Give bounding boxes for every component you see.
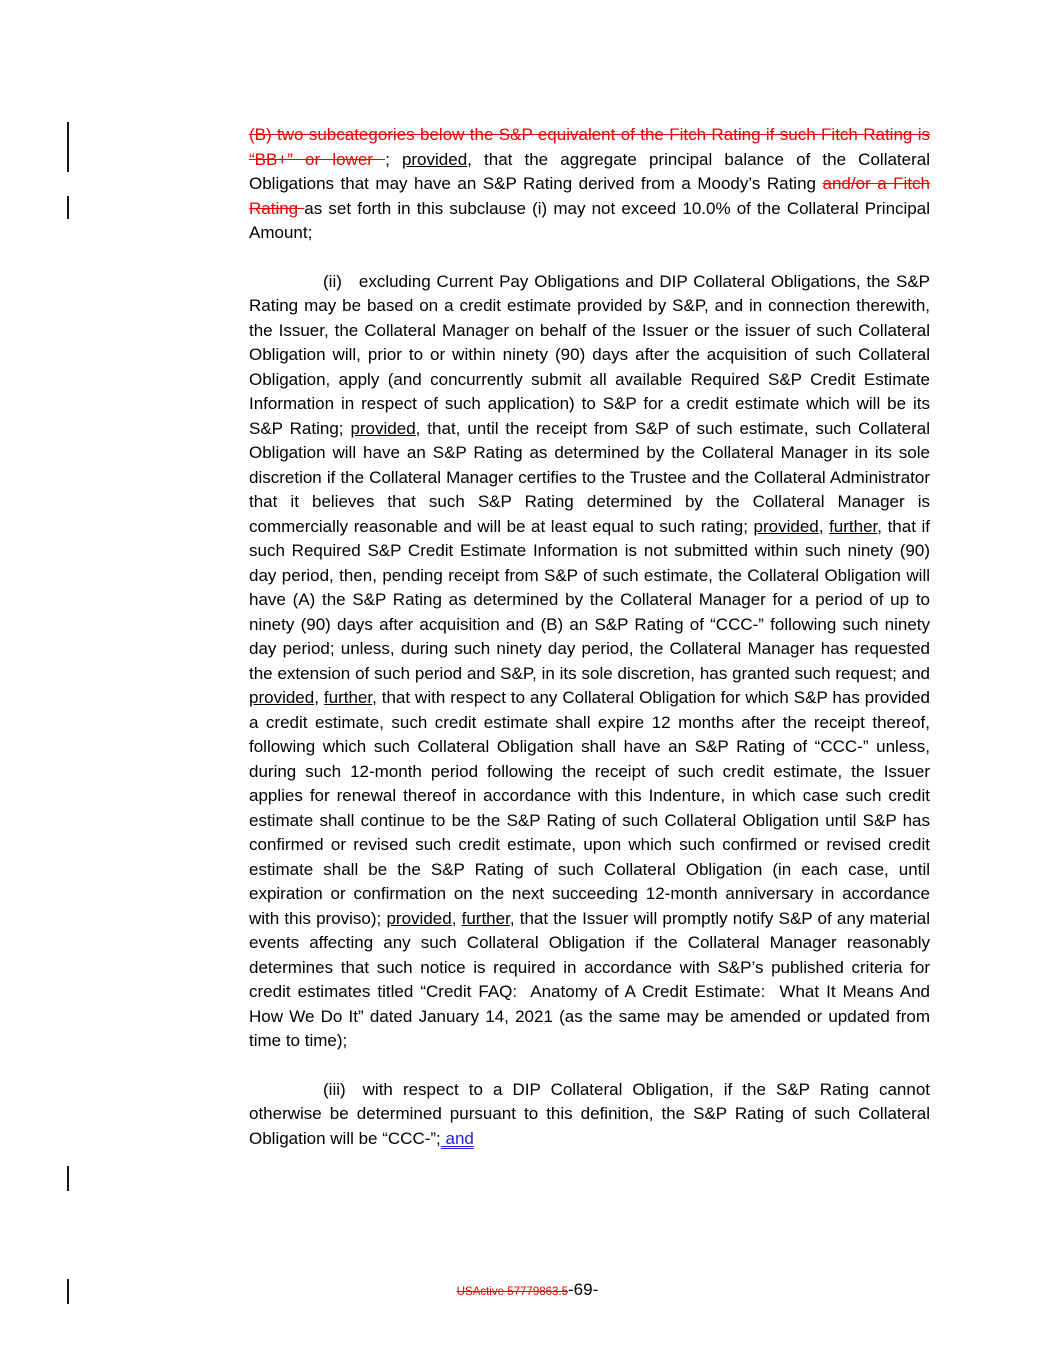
revision-change-bar [67,1166,69,1191]
text-segment-underline: provided [350,418,416,438]
footer-doc-id-deleted: USActive 57779863.5 [456,1286,568,1298]
text-segment-normal: (iii) with respect to a DIP Collateral Obligation, if the S&P Rating cannot otherwise be determined pursuant to this definition, the S&P Rating of such Collateral Obligation will be “CCC-”; [249,1079,930,1148]
text-segment-underline: provided [401,149,468,169]
page-footer [0,1280,1055,1300]
text-segment-normal: , that the aggregate principal balance of the Collateral Obligations that may have an S&P Rating derived from a Moody’s Rating [249,149,930,193]
text-segment-normal: , that if such Required S&P Credit Estimate Information is not submitted within such ninety (90) day period, then, pending receipt from S&P of such estimate, the Collateral Obligation will have (A) the S&P Rating as determined by the Collateral Manager for a period of up to ninety (90) days after acquisition and (B) an S&P Rating of “CCC-” following such ninety day period; unless, during such ninety day period, the Collateral Manager has requested the extension of such period and S&P, in its sole discretion, has granted such request; and [249,516,930,683]
text-segment-normal: as set forth in this subclause (i) may not exceed 10.0% of the Collateral Principal Amount; [249,198,930,242]
text-segment-normal: ; [385,149,402,169]
text-segment-inserted: and [440,1128,474,1148]
text-segment-underline: provided [249,688,315,707]
paragraph-clause-iii [249,1078,930,1152]
paragraph-clause-b [249,123,930,246]
text-segment-underline: provided [386,908,452,928]
text-segment-normal: , that the Issuer will promptly notify S&P of any material events affecting any such Collateral Obligation if the Collateral Manager reasonably determines that such notice is required in accordance with S&P’s published criteria for credit estimates titled “Credit FAQ: Anatomy of A Credit Estimate: What It Means And How We Do It” dated January 14, 2021 (as the same may be amended or updated from time to time); [249,908,930,1050]
text-segment-normal: , [314,688,324,707]
document-body [249,123,930,1175]
text-segment-underline: provided [753,516,819,536]
text-segment-underline: further [461,908,510,928]
text-segment-deleted: and/or a Fitch Rating [249,174,930,218]
text-segment-normal: , [451,908,462,928]
text-segment-normal: , [818,516,830,536]
text-segment-normal: , that, until the receipt from S&P of such estimate, such Collateral Obligation will have an S&P Rating as determined by the Collateral Manager in its sole discretion if the Collateral Manager certifies to the Trustee and the Collateral Administrator that it believes that such S&P Rating determined by the Collateral Manager is commercially reasonable and will be at least equal to such rating; [249,418,930,536]
text-segment-underline: further [829,516,878,536]
paragraph-clause-ii [249,270,930,1054]
text-segment-underline: further [323,688,373,707]
text-segment-normal: , that with respect to any Collateral Obligation for which S&P has provided a credit estimate, such credit estimate shall expire 12 months after the receipt thereof, following which such Collateral Obligation shall have an S&P Rating of “CCC-” unless, during such 12-month period following the receipt of such credit estimate, the Issuer applies for renewal thereof in accordance with this Indenture, in which case such credit estimate shall continue to be the S&P Rating of such Collateral Obligation until S&P has confirmed or revised such credit estimate, upon which such confirmed or revised credit estimate shall be the S&P Rating of such Collateral Obligation (in each case, until expiration or confirmation on the next succeeding 12-month anniversary in accordance with this proviso); [249,688,930,928]
footer-page-number: -69- [568,1280,599,1299]
text-segment-deleted: (B) two subcategories below the S&P equivalent of the Fitch Rating if such Fitch Rating is “BB+” or lower [249,125,930,169]
revision-change-bar [67,122,69,172]
text-segment-normal: (ii) excluding Current Pay Obligations and DIP Collateral Obligations, the S&P Rating may be based on a credit estimate provided by S&P, and in connection therewith, the Issuer, the Collateral Manager on behalf of the Issuer or the issuer of such Collateral Obligation will, prior to or within ninety (90) days after the acquisition of such Collateral Obligation, apply (and concurrently submit all available Required S&P Credit Estimate Information in respect of such application) to S&P for a credit estimate which will be its S&P Rating; [249,271,930,438]
revision-change-bar [67,196,69,219]
